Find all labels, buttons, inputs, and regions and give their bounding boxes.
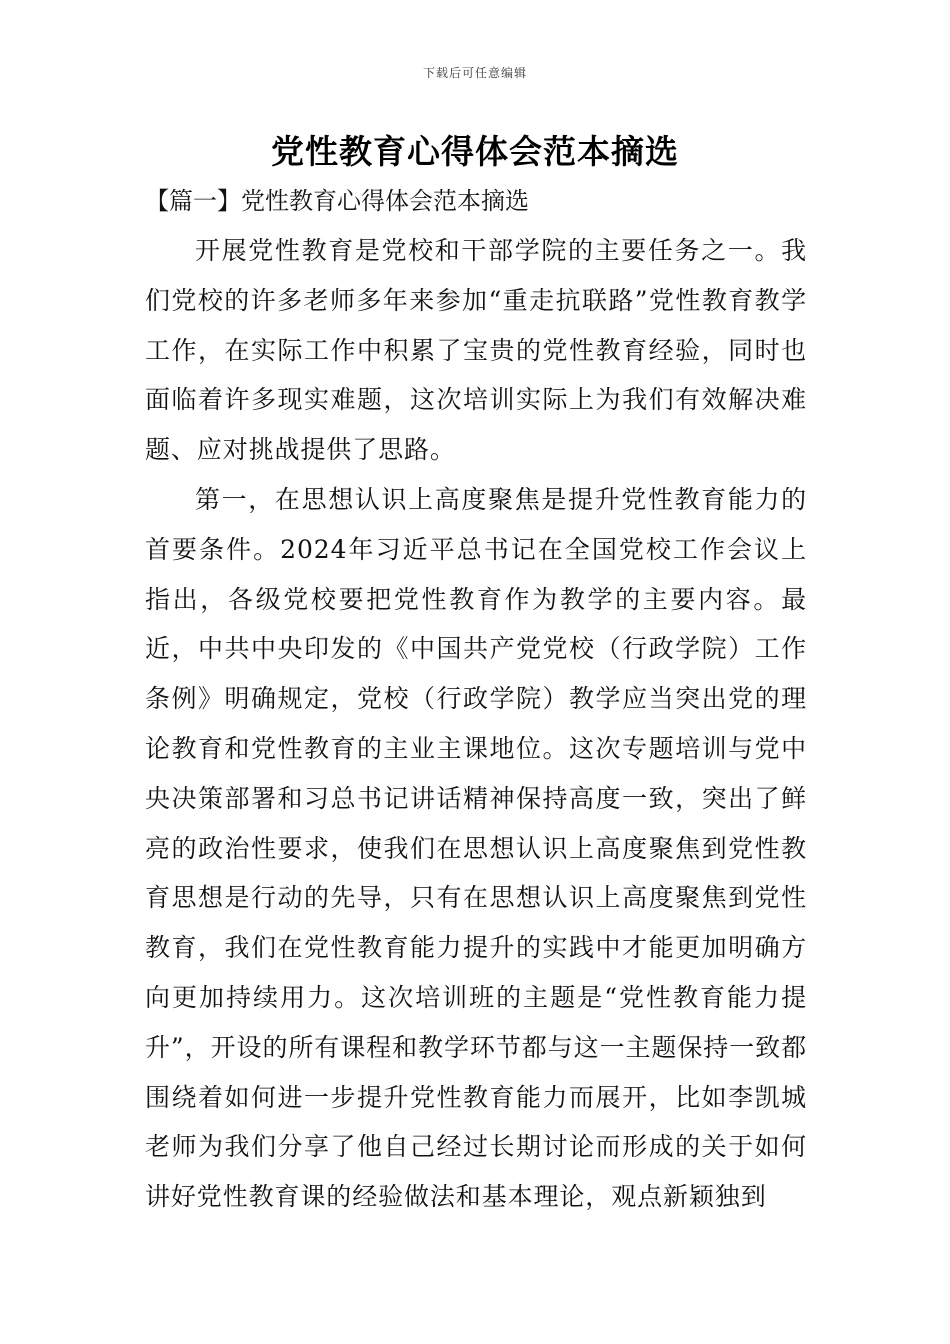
document-title: 党性教育心得体会范本摘选 bbox=[271, 132, 679, 171]
paragraph-first-point: 第一，在思想认识上高度聚焦是提升党性教育能力的首要条件。2024年习近平总书记在全国党校工作会议上指出，各级党校要把党性教育作为教学的主要内容。最近，中共中央印发的《中国共产党党校（行政学院）工作条例》明确规定，党校（行政学院）教学应当突出党的理论教育和党性教育的主业主课地位。这次专题培训与党中央决策部署和习总书记讲话精神保持高度一致，突出了鲜亮的政治性要求，使我们在思想认识上高度聚焦到党性教育思想是行动的先导，只有在思想认识上高度聚焦到党性教育，我们在党性教育能力提升的实践中才能更加明确方向更加持续用力。这次培训班的主题是“党性教育能力提升”，开设的所有课程和教学环节都与这一主题保持一致都围绕着如何进一步提升党性教育能力而展开，比如李凯城老师为我们分享了他自己经过长期讨论而形成的关于如何讲好党性教育课的经验做法和基本理论，观点新颖独到 bbox=[145, 484, 807, 1212]
body-text bbox=[145, 226, 807, 1222]
header-note: 下载后可任意编辑 bbox=[422, 66, 527, 80]
section-heading: 【篇一】党性教育心得体会范本摘选 bbox=[145, 187, 529, 215]
paragraph-intro: 开展党性教育是党校和干部学院的主要任务之一。我们党校的许多老师多年来参加“重走抗联路”党性教育教学工作，在实际工作中积累了宝贵的党性教育经验，同时也面临着许多现实难题，这次培训实际上为我们有效解决难题、应对挑战提供了思路。 bbox=[145, 236, 807, 465]
